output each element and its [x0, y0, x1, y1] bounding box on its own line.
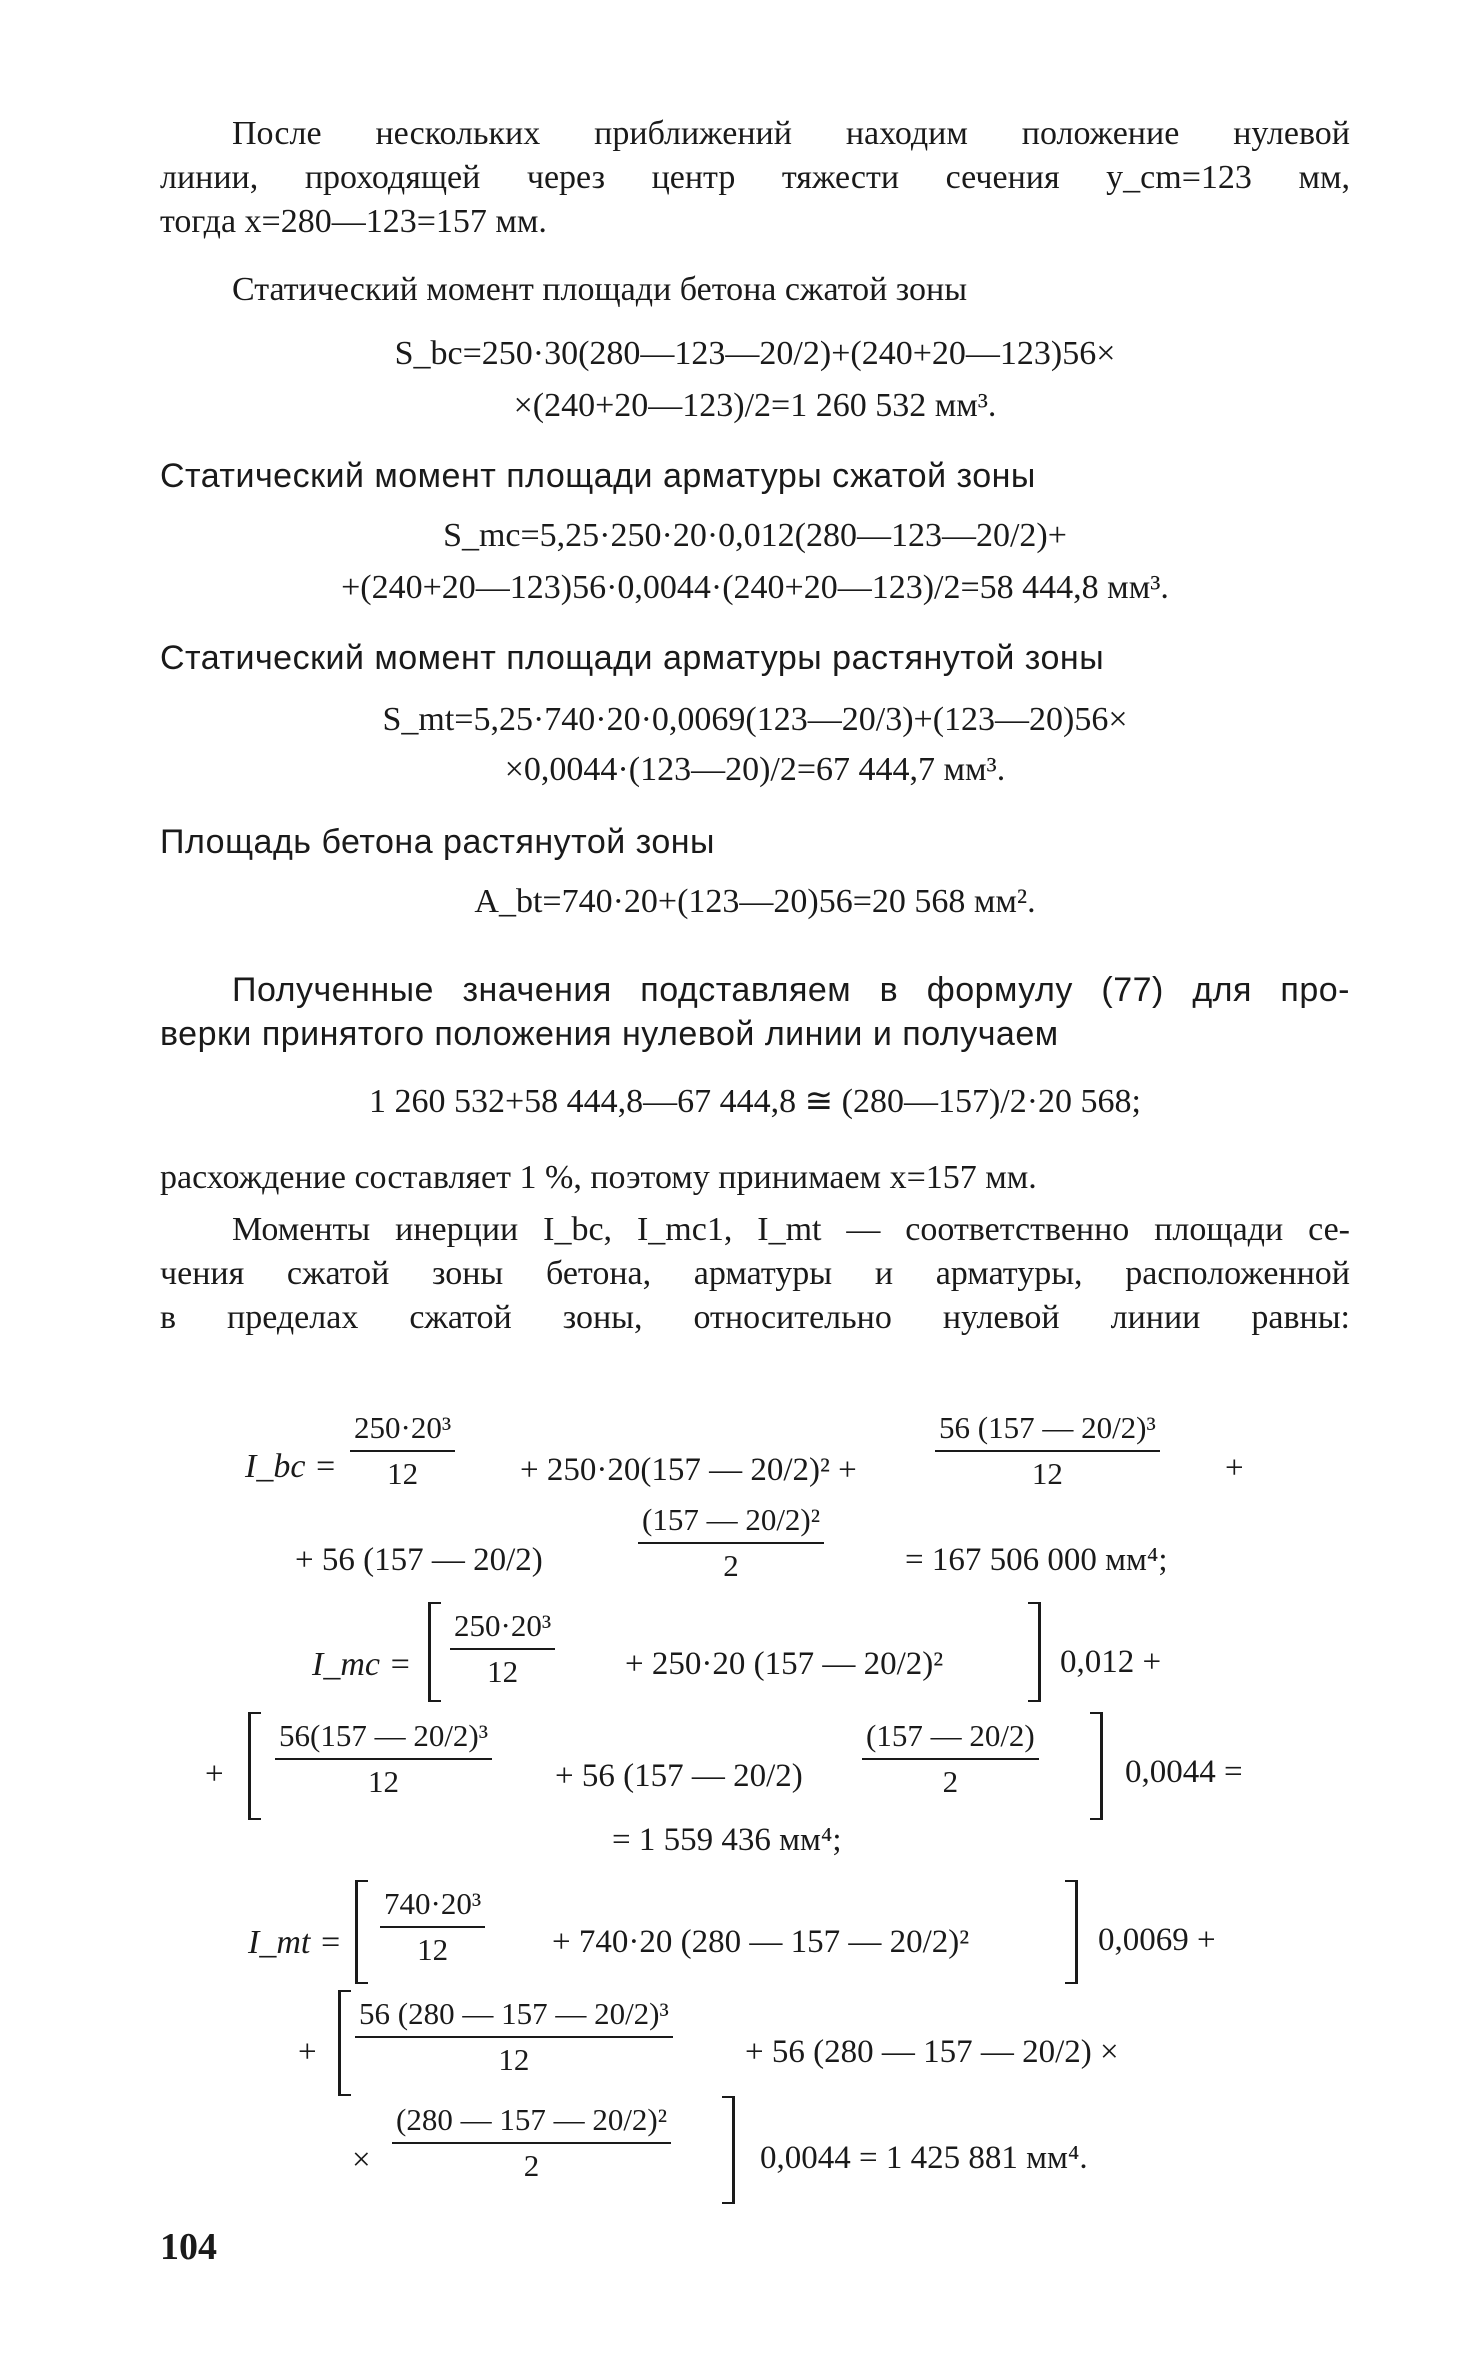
page-number: 104: [160, 2226, 217, 2268]
paragraph-line: в пределах сжатой зоны, относительно нулевой линии равны:: [160, 1299, 1350, 1336]
section-heading: Статический момент площади бетона сжатой зоны: [232, 271, 968, 308]
right-bracket: [722, 2096, 735, 2204]
fraction-numerator: 250·20³: [450, 1606, 555, 1650]
fraction-denominator: 12: [387, 1456, 419, 1491]
fraction-numerator: 56 (280 — 157 — 20/2)³: [355, 1994, 673, 2038]
equation-smt-line2: ×0,0044·(123—20)/2=67 444,7 мм³.: [504, 751, 1006, 788]
section-heading: Статический момент площади арматуры сжатой зоны: [160, 457, 1036, 495]
left-bracket: [248, 1712, 261, 1820]
equation-sbc-line2: ×(240+20—123)/2=1 260 532 мм³.: [513, 387, 997, 424]
formula-term: + 56 (157 — 20/2): [555, 1758, 803, 1794]
fraction: [392, 2100, 671, 2186]
fraction-numerator: (157 — 20/2): [862, 1716, 1039, 1760]
right-bracket: [1028, 1602, 1041, 1702]
formula-term: +: [298, 2034, 317, 2070]
paragraph-line: линии, проходящей через центр тяжести сечения y_cm=123 мм,: [160, 159, 1350, 196]
equation-smc-line1: S_mc=5,25·250·20·0,012(280—123—20/2)+: [443, 517, 1067, 554]
fraction: [638, 1500, 824, 1586]
formula-term: + 250·20(157 — 20/2)² +: [520, 1452, 857, 1488]
paragraph-line: Полученные значения подставляем в формулу (77) для про-: [232, 971, 1350, 1009]
paragraph-line: тогда x=280—123=157 мм.: [160, 203, 547, 240]
fraction-numerator: (157 — 20/2)²: [638, 1500, 824, 1544]
right-bracket: [1090, 1712, 1103, 1820]
fraction: [935, 1408, 1160, 1494]
formula-term: 0,012 +: [1060, 1644, 1162, 1680]
fraction: [380, 1884, 485, 1970]
equation-sbc-line1: S_bc=250·30(280—123—20/2)+(240+20—123)56×: [394, 335, 1116, 372]
equation-abt: A_bt=740·20+(123—20)56=20 568 мм².: [474, 883, 1036, 920]
fraction-denominator: 12: [498, 2042, 530, 2077]
formula-term: 0,0069 +: [1098, 1922, 1216, 1958]
section-heading: Площадь бетона растянутой зоны: [160, 823, 715, 861]
paragraph-line: верки принятого положения нулевой линии и получаем: [160, 1015, 1059, 1053]
fraction: [355, 1994, 673, 2080]
paragraph-line: расхождение составляет 1 %, поэтому принимаем x=157 мм.: [160, 1159, 1037, 1196]
formula-term: +: [205, 1756, 224, 1792]
fraction-denominator: 12: [1031, 1456, 1063, 1491]
fraction-numerator: 56 (157 — 20/2)³: [935, 1408, 1160, 1452]
formula-result: 0,0044 = 1 425 881 мм⁴.: [760, 2140, 1088, 2176]
formula-term: +: [1225, 1450, 1244, 1486]
fraction-numerator: 250·20³: [350, 1408, 455, 1452]
paragraph-line: чения сжатой зоны бетона, арматуры и арматуры, расположенной: [160, 1255, 1350, 1292]
fraction-denominator: 12: [487, 1654, 519, 1689]
formula-term: + 56 (280 — 157 — 20/2) ×: [745, 2034, 1119, 2070]
formula-term: 0,0044 =: [1125, 1754, 1243, 1790]
paragraph-line: Моменты инерции I_bc, I_mc1, I_mt — соответственно площади се-: [232, 1211, 1350, 1248]
fraction-denominator: 2: [523, 2148, 540, 2183]
fraction-numerator: (280 — 157 — 20/2)²: [392, 2100, 671, 2144]
fraction-denominator: 2: [942, 1764, 959, 1799]
equation-check: 1 260 532+58 444,8—67 444,8 ≅ (280—157)/2·20 568;: [368, 1083, 1142, 1120]
left-bracket: [338, 1990, 351, 2096]
fraction: [450, 1606, 555, 1692]
section-heading: Статический момент площади арматуры растянутой зоны: [160, 639, 1105, 677]
formula-term: + 250·20 (157 — 20/2)²: [625, 1646, 944, 1682]
fraction-denominator: 12: [417, 1932, 449, 1967]
equation-smt-line1: S_mt=5,25·740·20·0,0069(123—20/3)+(123—20)56×: [382, 701, 1128, 738]
paragraph-line: После нескольких приближений находим положение нулевой: [232, 115, 1350, 152]
formula-term: + 740·20 (280 — 157 — 20/2)²: [552, 1924, 970, 1960]
formula-term: ×: [352, 2142, 371, 2178]
formula-result: = 1 559 436 мм⁴;: [612, 1822, 842, 1858]
right-bracket: [1065, 1880, 1078, 1984]
fraction: [275, 1716, 492, 1802]
formula-result: = 167 506 000 мм⁴;: [905, 1542, 1168, 1578]
formula-lhs: I_bc =: [245, 1448, 337, 1485]
equation-smc-line2: +(240+20—123)56·0,0044·(240+20—123)/2=58 444,8 мм³.: [341, 569, 1169, 606]
fraction: [862, 1716, 1039, 1802]
fraction-numerator: 56(157 — 20/2)³: [275, 1716, 492, 1760]
fraction-numerator: 740·20³: [380, 1884, 485, 1928]
formula-term: + 56 (157 — 20/2): [295, 1542, 543, 1578]
left-bracket: [355, 1880, 368, 1984]
formula-lhs: I_mc =: [312, 1646, 412, 1683]
left-bracket: [428, 1602, 441, 1702]
fraction: [350, 1408, 455, 1494]
fraction-denominator: 2: [723, 1548, 739, 1583]
formula-lhs: I_mt =: [248, 1924, 342, 1961]
fraction-denominator: 12: [368, 1764, 400, 1799]
